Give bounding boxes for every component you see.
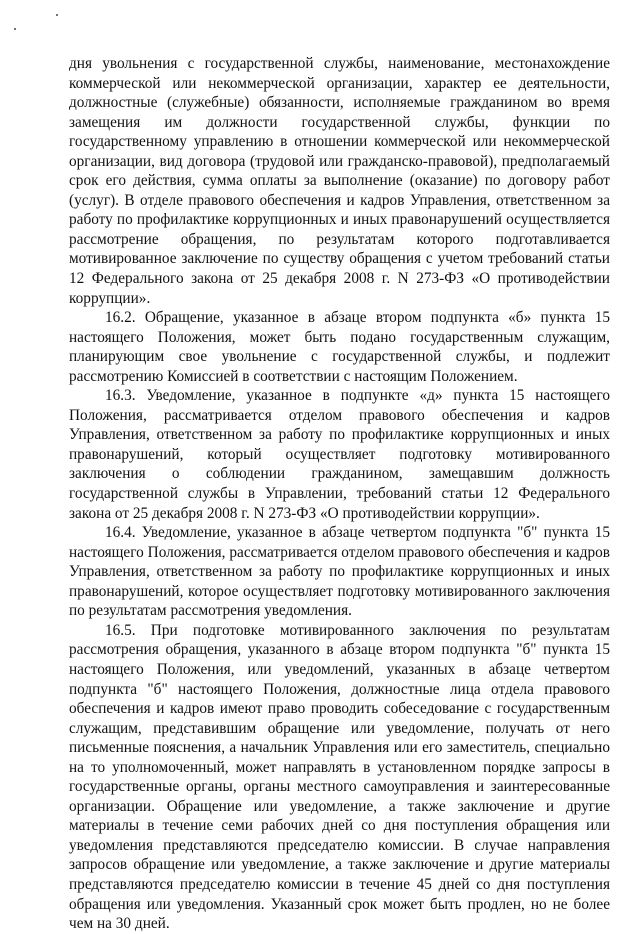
paragraph-continuation: дня увольнения с государственной службы, наименование, местонахождение коммерческой или некоммерческой организации, характер ее деятельности, должностные (служебные) обязанности, исполняемые гражданином во время замещения им должности государственной службы, функции по государственному управлению в отношении коммерческой или некоммерческой организации, вид договора (трудовой или гражданско-правовой), предполагаемый срок его действия, сумма оплаты за выполнение (оказание) по договору работ (услуг). В отделе правового обеспечения и кадров Управления, ответственном за работу по профилактике коррупционных и иных правонарушений осуществляется рассмотрение обращения, по результатам которого подготавливается мотивированное заключение по существу обращения с учетом требований статьи 12 Федерального закона от 25 декабря 2008 г. N 273-ФЗ «О противодействии коррупции». [69,55,610,307]
paragraph-16-2: 16.2. Обращение, указанное в абзаце втором подпункта «б» пункта 15 настоящего Положения, может быть подано государственным служащим, планирующим свое увольнение с государственной службы, и подлежит рассмотрению Комиссией в соответствии с настоящим Положением. [69,309,610,385]
paragraph-16-5: 16.5. При подготовке мотивированного заключения по результатам рассмотрения обращения, указанного в абзаце втором подпункта "б" пункта 15 настоящего Положения, или уведомлений, указанных в абзаце четвертом подпункта "б" настоящего Положения, должностные лица отдела правового обеспечения и кадров имеют право проводить собеседование с государственным служащим, представившим обращение или уведомление, получать от него письменные пояснения, а начальник Управления или его заместитель, специально на то уполномоченный, может направлять в установленном порядке запросы в государственные органы, органы местного самоуправления и заинтересованные организации. Обращение или уведомление, а также заключение и другие материалы в течение семи рабочих дней со дня поступления обращения или уведомления представляются председателю комиссии. В случае направления запросов обращение или уведомление, а также заключение и другие материалы представляются председателю комиссии в течение 45 дней со дня поступления обращения или уведомления. Указанный срок может быть продлен, но не более чем на 30 дней. [69,621,610,933]
document-body [69,54,610,934]
paragraph-16-3: 16.3. Уведомление, указанное в подпункте «д» пункта 15 настоящего Положения, рассматривается отделом правового обеспечения и кадров Управления, ответственном за работу по профилактике коррупционных и иных правонарушений, который осуществляет подготовку мотивированного заключения о соблюдении гражданином, замещавшим должность государственной службы в Управлении, требований статьи 12 Федерального закона от 25 декабря 2008 г. N 273-ФЗ «О противодействии коррупции». [69,387,610,522]
paragraph-16-4: 16.4. Уведомление, указанное в абзаце четвертом подпункта "б" пункта 15 настоящего Положения, рассматривается отделом правового обеспечения и кадров Управления, ответственном за работу по профилактике коррупционных и иных правонарушений, которое осуществляет подготовку мотивированного заключения по результатам рассмотрения уведомления. [69,524,610,620]
scan-artifact-dot [14,28,16,30]
scan-artifact-dot [56,14,58,16]
